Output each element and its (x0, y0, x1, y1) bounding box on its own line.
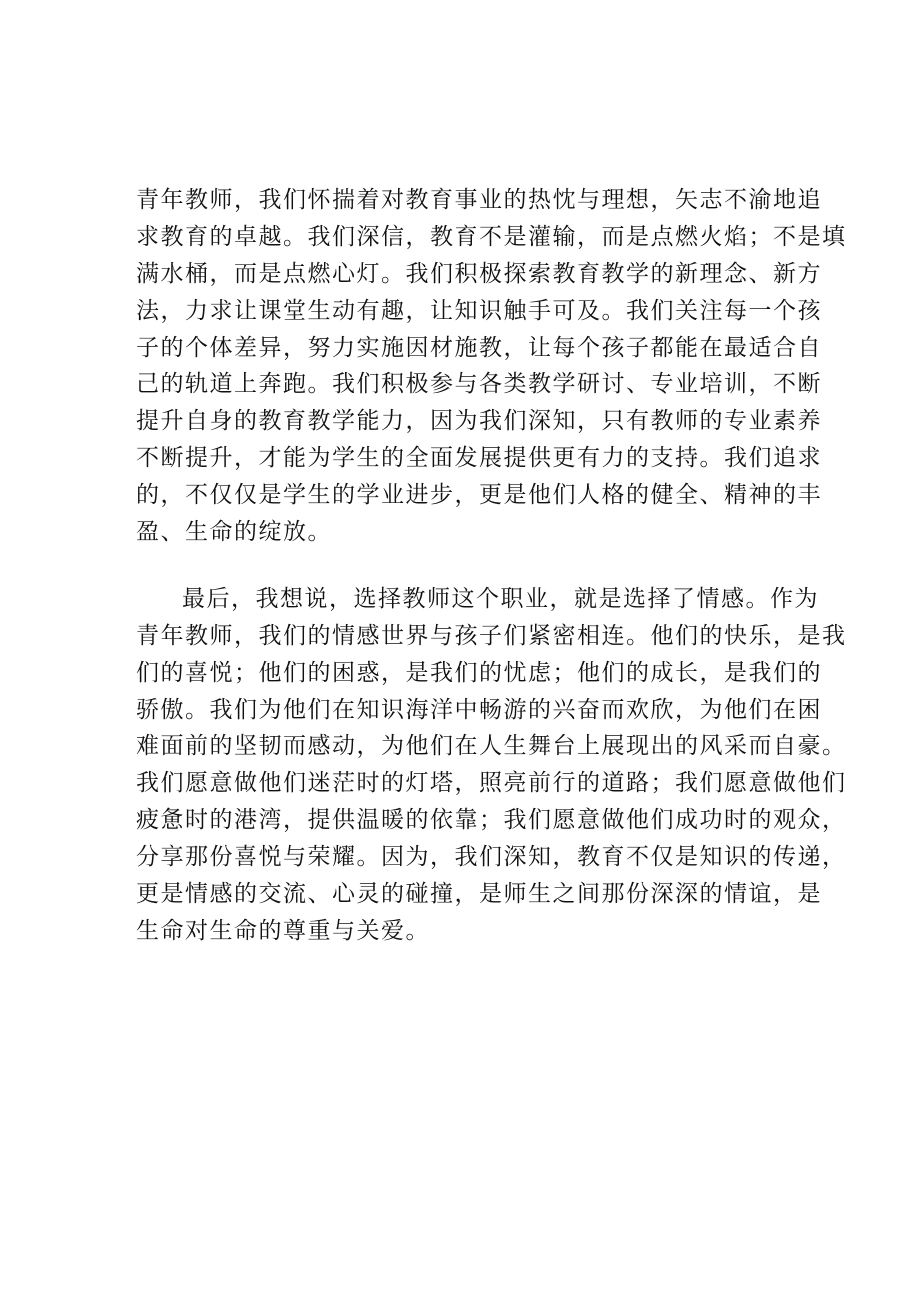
text-line: 盈、生命的绽放。 (136, 519, 332, 546)
text-line: 我们愿意做他们迷茫时的灯塔，照亮前行的道路；我们愿意做他们 (136, 770, 847, 797)
text-line: 更是情感的交流、心灵的碰撞，是师生之间那份深深的情谊，是 (136, 881, 822, 908)
text-line: 的，不仅仅是学生的学业进步，更是他们人格的健全、精神的丰 (136, 482, 822, 509)
body-text (136, 182, 847, 950)
text-line: 法，力求让课堂生动有趣，让知识触手可及。我们关注每一个孩 (136, 297, 822, 324)
text-line: 难面前的坚韧而感动，为他们在人生舞台上展现出的风采而自豪。 (136, 733, 847, 760)
text-line: 满水桶，而是点燃心灯。我们积极探索教育教学的新理念、新方 (136, 260, 822, 287)
paragraph-spacer (136, 551, 796, 581)
text-line: 青年教师，我们怀揣着对教育事业的热忱与理想，矢志不渝地追 (136, 187, 822, 213)
text-line-indented: 最后，我想说，选择教师这个职业，就是选择了情感。作为 (182, 585, 819, 612)
text-line: 不断提升，才能为学生的全面发展提供更有力的支持。我们追求 (136, 445, 822, 472)
paragraph-2 (136, 581, 847, 950)
text-line: 生命对生命的尊重与关爱。 (136, 917, 430, 944)
text-line: 求教育的卓越。我们深信，教育不是灌输，而是点燃火焰；不是填 (136, 223, 847, 250)
text-line: 骄傲。我们为他们在知识海洋中畅游的兴奋而欢欣，为他们在困 (136, 696, 822, 723)
text-line: 提升自身的教育教学能力，因为我们深知，只有教师的专业素养 (136, 408, 822, 435)
paragraph-1 (136, 182, 847, 551)
text-line: 们的喜悦；他们的困惑，是我们的忧虑；他们的成长，是我们的 (136, 659, 822, 686)
text-line: 分享那份喜悦与荣耀。因为，我们深知，教育不仅是知识的传递， (136, 844, 847, 871)
text-line: 子的个体差异，努力实施因材施教，让每个孩子都能在最适合自 (136, 334, 822, 361)
text-line: 己的轨道上奔跑。我们积极参与各类教学研讨、专业培训，不断 (136, 371, 822, 398)
text-line: 疲惫时的港湾，提供温暖的依靠；我们愿意做他们成功时的观众， (136, 807, 847, 834)
text-line: 青年教师，我们的情感世界与孩子们紧密相连。他们的快乐，是我 (136, 622, 847, 649)
